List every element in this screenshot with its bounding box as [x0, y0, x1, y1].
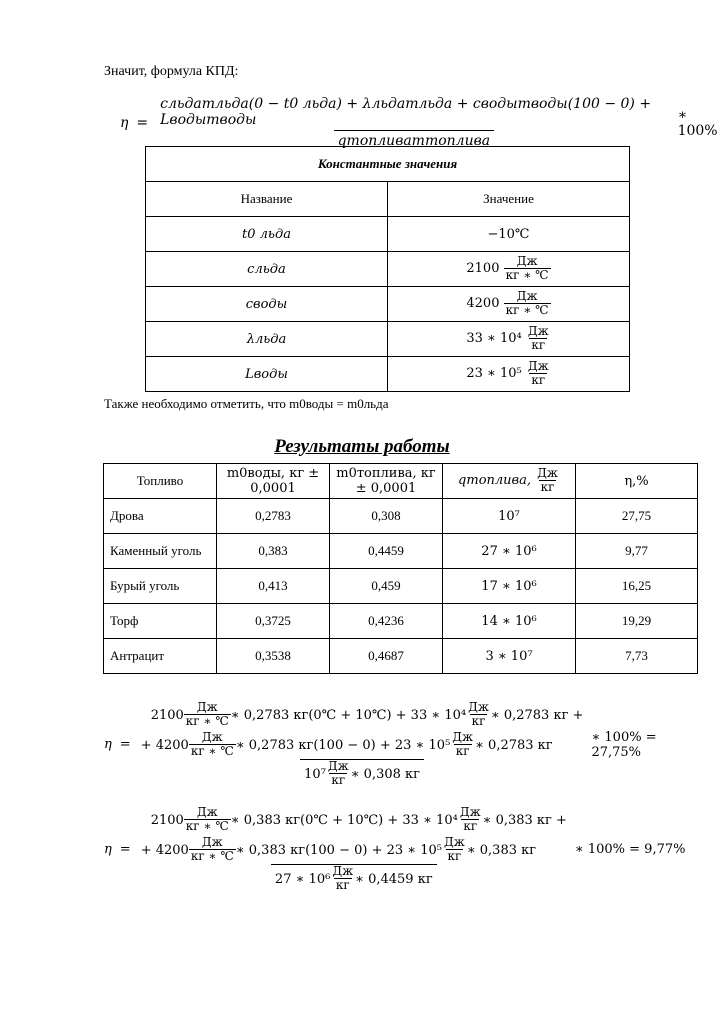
calc-fraction: 2100 $\frac{Дж}{кг ∗ ℃}$ ∗ 0,383 кг(0℃ + 10℃) + 33 ∗ 10⁴ $\frac{Дж}{кг}$ ∗ 0,383 кг + + 4200 $\frac{Дж}{кг ∗ ℃}$ ∗ 0,383 кг(100 − 0) + 23 ∗ 10⁵ $\frac{Дж}{кг}$ ∗ 0,383 кг 27 ∗ 10⁶ $\frac{Дж}{кг}$ ∗ 0,4459 кг [140, 805, 567, 892]
cell-q: 14 ∗ 10⁶ [443, 604, 576, 639]
cell-fuel: Торф [104, 604, 217, 639]
table-row [146, 322, 630, 357]
header-m-fuel: m0топлива, кг ± 0,0001 [330, 464, 443, 499]
table-row [146, 287, 630, 322]
table-row [104, 639, 698, 674]
cell-m-water: 0,383 [217, 534, 330, 569]
header-q: qтоплива, $\frac{Дж}{кг}$ [443, 464, 576, 499]
cell-fuel: Антрацит [104, 639, 217, 674]
cell-eta: 27,75 [576, 499, 698, 534]
header-m-water: m0воды, кг ± 0,0001 [217, 464, 330, 499]
efficiency-formula [120, 96, 724, 149]
eta-symbol: η [104, 737, 112, 752]
table-row [146, 217, 630, 252]
const-value: −10℃ [388, 217, 630, 252]
cell-eta: 7,73 [576, 639, 698, 674]
calc-result: ∗ 100% = 27,75% [591, 729, 657, 760]
calc-result: ∗ 100% = 9,77% [574, 842, 686, 857]
note-text: Также необходимо отметить, что m0воды = m0льда [104, 396, 389, 411]
calculation-2 [104, 805, 704, 892]
cell-fuel: Дрова [104, 499, 217, 534]
cell-m-fuel: 0,4687 [330, 639, 443, 674]
const-name: Lводы [146, 357, 388, 392]
const-name: cводы [146, 287, 388, 322]
cell-m-fuel: 0,4459 [330, 534, 443, 569]
cell-m-fuel: 0,4236 [330, 604, 443, 639]
constants-table [145, 146, 630, 392]
eta-symbol: η [120, 114, 129, 131]
const-value: 23 ∗ 10⁵ $\frac{Дж}{кг}$ [388, 357, 630, 392]
equals-sign: = [119, 842, 131, 857]
const-name: λльда [146, 322, 388, 357]
formula-denominator: qтопливаmтоплива [334, 130, 495, 149]
header-eta: η,% [576, 464, 698, 499]
cell-m-water: 0,3725 [217, 604, 330, 639]
calc-fraction: 2100 $\frac{Дж}{кг ∗ ℃}$ ∗ 0,2783 кг(0℃ + 10℃) + 33 ∗ 10⁴ $\frac{Дж}{кг}$ ∗ 0,2783 кг + + 4200 $\frac{Дж}{кг ∗ ℃}$ ∗ 0,2783 кг(100 − 0) + 23 ∗ 10⁵ $\frac{Дж}{кг}$ ∗ 0,2783 кг 10⁷ $\frac{Дж}{кг}$ ∗ 0,308 кг [140, 700, 584, 787]
cell-m-fuel: 0,308 [330, 499, 443, 534]
formula-tail: ∗ 100% [677, 106, 718, 139]
cell-m-water: 0,413 [217, 569, 330, 604]
cell-fuel: Каменный уголь [104, 534, 217, 569]
cell-q: 3 ∗ 10⁷ [443, 639, 576, 674]
const-value: 2100 $\frac{Дж}{кг ∗ ℃}$ [388, 252, 630, 287]
table-header-row [104, 464, 698, 499]
eta-symbol: η [104, 842, 112, 857]
results-table [103, 463, 698, 674]
table-row [104, 604, 698, 639]
table-row [146, 252, 630, 287]
constants-header-name: Название [146, 182, 388, 217]
cell-m-fuel: 0,459 [330, 569, 443, 604]
table-row [104, 569, 698, 604]
const-value: 33 ∗ 10⁴ $\frac{Дж}{кг}$ [388, 322, 630, 357]
cell-eta: 9,77 [576, 534, 698, 569]
formula-numerator: cльдаmльда(0 − t0 льда) + λльдаmльда + cводыmводы(100 − 0) + Lводыmводы [160, 96, 652, 128]
cell-q: 10⁷ [443, 499, 576, 534]
constants-header-value: Значение [388, 182, 630, 217]
table-row [146, 357, 630, 392]
table-row [104, 499, 698, 534]
header-fuel: Топливо [104, 464, 217, 499]
table-row [104, 534, 698, 569]
results-title: Результаты работы [274, 436, 450, 457]
cell-eta: 19,29 [576, 604, 698, 639]
equals-sign: = [136, 114, 149, 131]
cell-eta: 16,25 [576, 569, 698, 604]
calculation-1 [104, 700, 704, 787]
cell-m-water: 0,2783 [217, 499, 330, 534]
constants-caption: Константные значения [146, 147, 630, 182]
const-value: 4200 $\frac{Дж}{кг ∗ ℃}$ [388, 287, 630, 322]
const-name: cльда [146, 252, 388, 287]
const-name: t0 льда [146, 217, 388, 252]
cell-fuel: Бурый уголь [104, 569, 217, 604]
cell-m-water: 0,3538 [217, 639, 330, 674]
cell-q: 17 ∗ 10⁶ [443, 569, 576, 604]
equals-sign: = [119, 737, 131, 752]
cell-q: 27 ∗ 10⁶ [443, 534, 576, 569]
intro-text: Значит, формула КПД: [104, 64, 239, 79]
formula-fraction [156, 96, 671, 149]
